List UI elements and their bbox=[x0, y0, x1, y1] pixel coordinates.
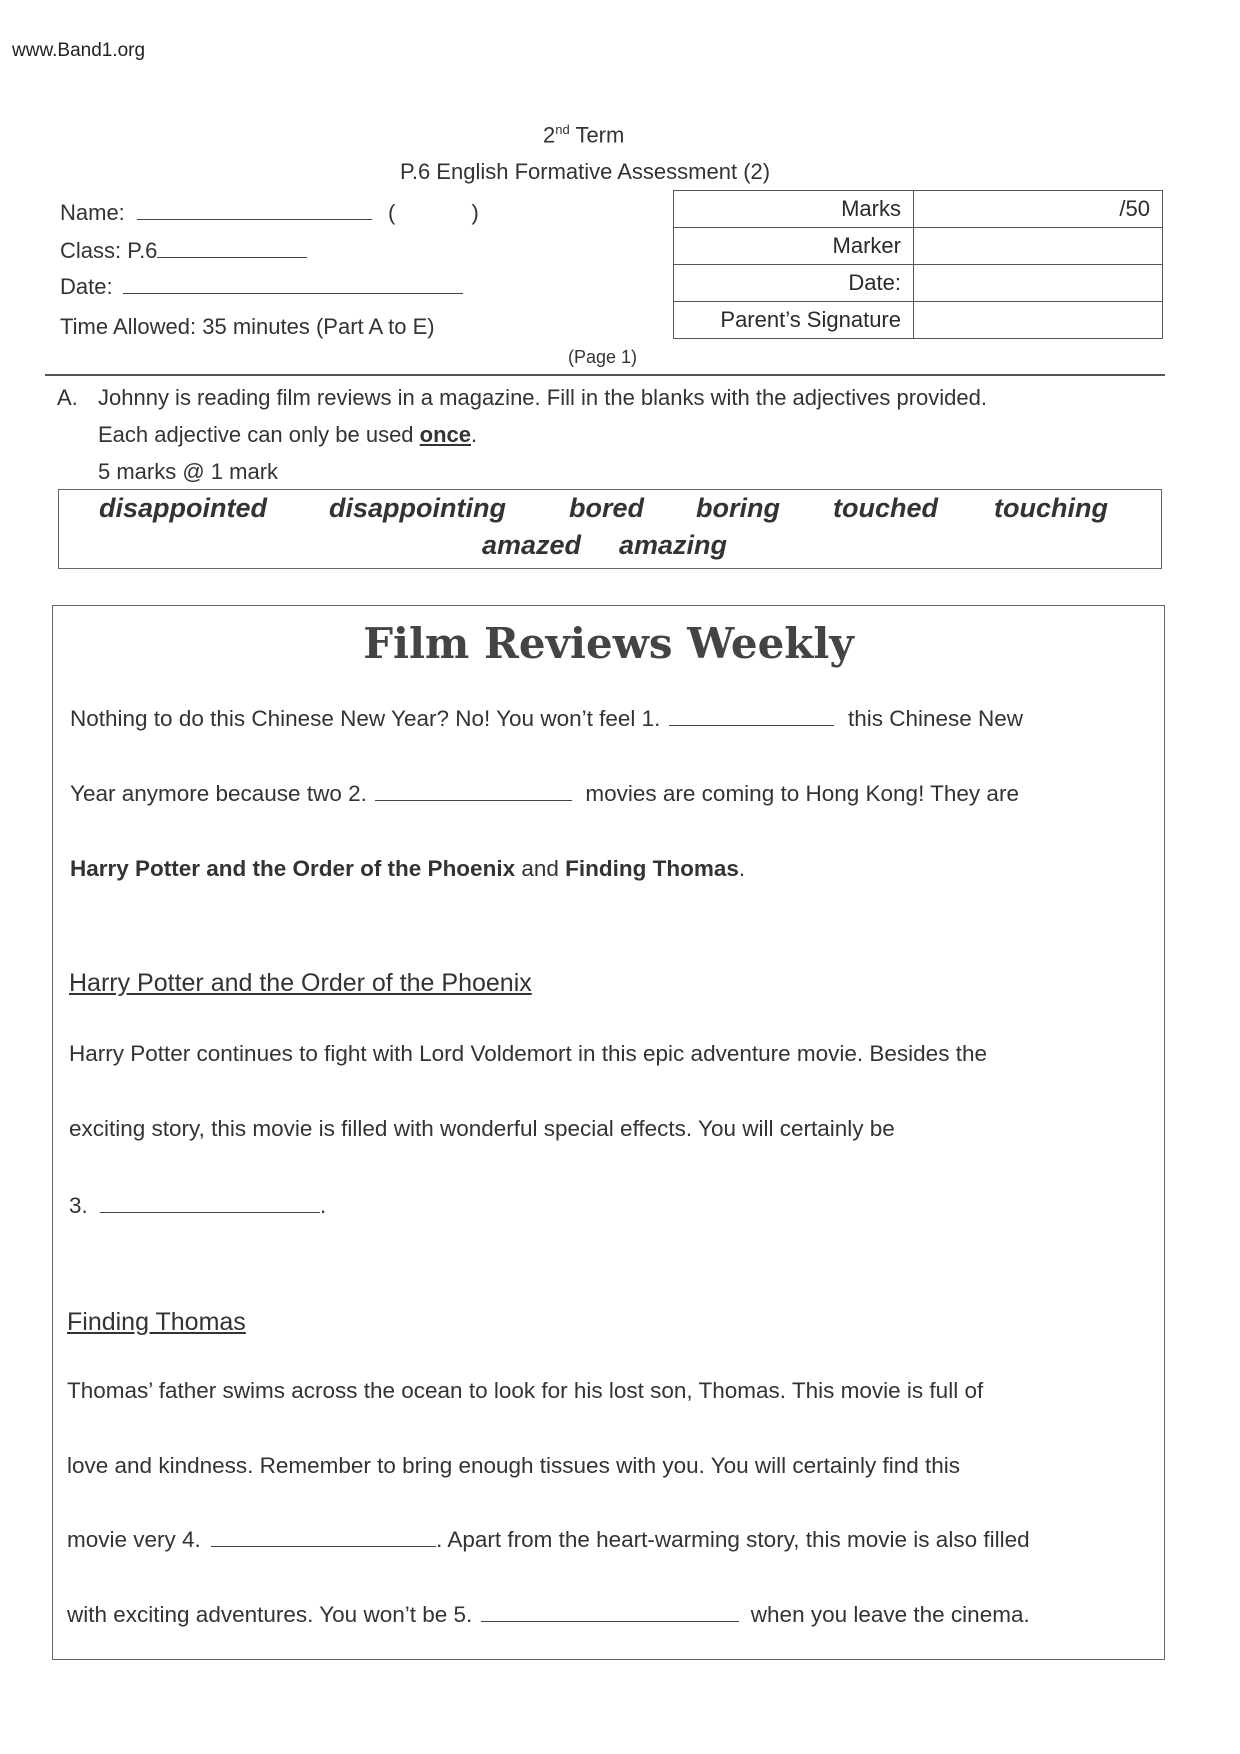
parent-signature-row bbox=[674, 302, 1163, 339]
marks-table bbox=[673, 190, 1163, 339]
parent-signature-label: Parent’s Signature bbox=[674, 302, 914, 339]
header-divider bbox=[45, 374, 1165, 376]
term-suffix: nd bbox=[555, 122, 570, 137]
section-a-once-rule bbox=[98, 422, 477, 448]
word-bored: bored bbox=[569, 493, 645, 523]
term-number: 2 bbox=[543, 122, 556, 148]
term-title bbox=[543, 122, 624, 148]
class-field bbox=[60, 238, 307, 264]
blank-3[interactable] bbox=[100, 1212, 320, 1213]
date-field bbox=[60, 274, 463, 300]
harry-potter-heading: Harry Potter and the Order of the Phoenix bbox=[69, 969, 532, 997]
once-rule-before: Each adjective can only be used bbox=[98, 422, 420, 447]
marks-label: Marks bbox=[674, 191, 914, 228]
ft-4b: when you leave the cinema. bbox=[750, 1602, 1030, 1627]
marker-label: Marker bbox=[674, 228, 914, 265]
class-blank[interactable] bbox=[157, 257, 307, 258]
table-date-label: Date: bbox=[674, 265, 914, 302]
film-review-article bbox=[52, 605, 1165, 1660]
finding-thomas-heading: Finding Thomas bbox=[67, 1308, 246, 1336]
marks-value[interactable]: /50 bbox=[914, 191, 1163, 228]
ft-4a: with exciting adventures. You won’t be 5. bbox=[67, 1602, 473, 1627]
hp-3a: 3. bbox=[69, 1193, 88, 1218]
film-title-1: Harry Potter and the Order of the Phoenix bbox=[70, 856, 516, 881]
word-boring: boring bbox=[696, 493, 780, 523]
class-label: Class: P.6 bbox=[60, 238, 158, 263]
film-title-2: Finding Thomas bbox=[565, 856, 739, 881]
once-emphasis: once bbox=[419, 422, 472, 447]
date-label: Date: bbox=[60, 274, 113, 299]
ft-line-4 bbox=[67, 1602, 1030, 1628]
name-field bbox=[60, 200, 479, 226]
parent-signature-value[interactable] bbox=[914, 302, 1163, 339]
word-amazing: amazing bbox=[619, 530, 728, 560]
time-allowed: Time Allowed: 35 minutes (Part A to E) bbox=[60, 314, 435, 339]
blank-5[interactable] bbox=[481, 1621, 739, 1622]
word-disappointing: disappointing bbox=[329, 493, 506, 523]
intro-line-1 bbox=[70, 706, 1023, 732]
blank-1[interactable] bbox=[669, 725, 834, 726]
ft-3a: movie very 4. bbox=[67, 1527, 201, 1552]
intro-line-3 bbox=[70, 856, 745, 882]
page-number: (Page 1) bbox=[568, 347, 638, 367]
word-touching: touching bbox=[994, 493, 1108, 523]
word-disappointed: disappointed bbox=[99, 493, 267, 523]
intro-1a: Nothing to do this Chinese New Year? No! You won’t feel 1. bbox=[70, 706, 661, 731]
word-bank bbox=[58, 489, 1162, 569]
name-label: Name: bbox=[60, 200, 125, 225]
article-title: Film Reviews Weekly bbox=[363, 619, 854, 668]
ft-line-2: love and kindness. Remember to bring enough tissues with you. You will certainly find this bbox=[67, 1453, 960, 1478]
intro-and: and bbox=[515, 856, 566, 881]
ft-line-3 bbox=[67, 1527, 1030, 1553]
watermark-url: www.Band1.org bbox=[12, 40, 146, 61]
date-row bbox=[674, 265, 1163, 302]
name-blank[interactable] bbox=[137, 219, 372, 220]
section-a-marks: 5 marks @ 1 mark bbox=[98, 459, 279, 484]
ft-3b: . Apart from the heart-warming story, this movie is also filled bbox=[436, 1527, 1030, 1552]
ft-line-1: Thomas’ father swims across the ocean to look for his lost son, Thomas. This movie is full of bbox=[67, 1378, 984, 1403]
blank-4[interactable] bbox=[211, 1546, 436, 1547]
intro-2a: Year anymore because two 2. bbox=[70, 781, 367, 806]
intro-2b: movies are coming to Hong Kong! They are bbox=[585, 781, 1019, 806]
once-rule-after: . bbox=[471, 422, 478, 447]
intro-line-2 bbox=[70, 781, 1019, 807]
hp-line-1: Harry Potter continues to fight with Lord Voldemort in this epic adventure movie. Besides the bbox=[69, 1041, 987, 1066]
hp-line-3 bbox=[69, 1193, 326, 1219]
word-amazed: amazed bbox=[482, 530, 582, 560]
marks-row bbox=[674, 191, 1163, 228]
section-a-letter: A. bbox=[57, 385, 78, 410]
term-word: Term bbox=[575, 122, 625, 148]
intro-3-end: . bbox=[738, 856, 746, 881]
marker-row bbox=[674, 228, 1163, 265]
hp-line-2: exciting story, this movie is filled with wonderful special effects. You will certainly be bbox=[69, 1116, 895, 1141]
table-date-value[interactable] bbox=[914, 265, 1163, 302]
date-blank[interactable] bbox=[123, 293, 463, 294]
hp-3b: . bbox=[320, 1193, 327, 1218]
blank-2[interactable] bbox=[375, 800, 572, 801]
paren-open: ( bbox=[388, 200, 396, 225]
word-touched: touched bbox=[833, 493, 938, 523]
paren-close: ) bbox=[471, 200, 479, 225]
marker-value[interactable] bbox=[914, 228, 1163, 265]
intro-1b: this Chinese New bbox=[847, 706, 1024, 731]
assessment-subtitle: P.6 English Formative Assessment (2) bbox=[400, 159, 771, 184]
section-a-instruction: Johnny is reading film reviews in a magazine. Fill in the blanks with the adjectives provided. bbox=[98, 385, 987, 410]
